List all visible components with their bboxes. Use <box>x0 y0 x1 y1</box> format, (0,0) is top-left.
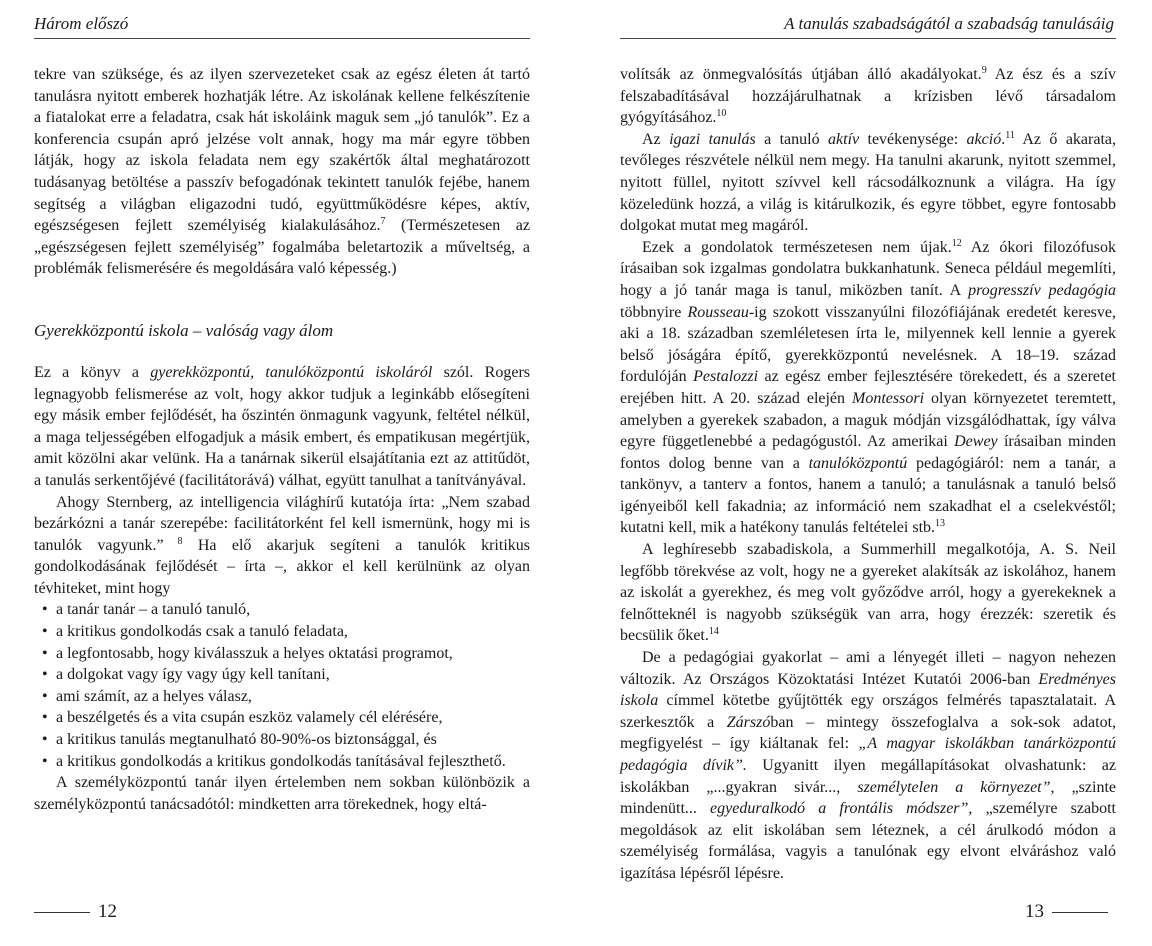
emphasis-text: gyerekközpontú, tanulóközpontú iskoláról <box>150 363 433 381</box>
text-run: Az ész és a szív felszabadításával hozzájárulhatnak a krízisben lévő társadalom gyógyításához. <box>620 66 1116 127</box>
text-run: . <box>1001 130 1006 148</box>
text-run: , „személyre szabott megoldások az elit iskolában sem léteznek, a cél árulkodó módon a személyiség formálása, vagyis a tanulónak egy elvont elváráshoz való igazítása lépésről lépésre. <box>620 800 1116 882</box>
list-item: • a kritikus gondolkodás a kritikus gondolkodás tanításával fejleszthető. <box>34 751 530 773</box>
list-item: • a tanár tanár – a tanuló tanuló, <box>34 599 530 621</box>
footnote-marker: 7 <box>380 216 386 228</box>
folio-rule <box>1052 912 1108 913</box>
text-run: az egész ember fejlesztésére törekedett, és a szeretet erejében hitt. A 20. század elején <box>620 368 1117 407</box>
header-rule-left <box>34 38 530 39</box>
page-number-left <box>34 900 117 924</box>
text-run: Ugyanitt ilyen megállapításokat olvashatunk: az iskolákban „...gyakran sivár..., <box>620 757 1116 796</box>
paragraph <box>34 362 530 492</box>
text-run: , „szinte mindenütt... <box>620 778 1116 818</box>
footnote-marker: 12 <box>951 237 962 249</box>
paragraph <box>620 129 1116 237</box>
paragraph <box>34 64 530 280</box>
left-text-block <box>34 64 530 815</box>
footnote-marker: 10 <box>716 108 727 120</box>
emphasis-text: „A magyar iskolákban tanárközpontú pedagógia dívik”. <box>620 735 1117 774</box>
footnote-marker: 14 <box>708 626 719 638</box>
footnote-marker: 9 <box>981 65 987 76</box>
text-run: szól. Rogers legnagyobb felismerése az volt, hogy akkor tudjuk a leginkább elősegíteni egy másik ember fejlődését, ha őszintén önmagunk vagyunk, feltétel nélkül, a maga teljességében elfogadjuk a másik embert, és empatikusan megértjük, amit közölni akar velünk. Ha a tanárnak sikerül elsajátítania ezt az attitűdöt, a tanulás serkentőjévé (facilitátorává) válhat, együtt tanulhat a tanítványával. <box>34 363 530 489</box>
text-run: Ez a könyv a <box>34 363 151 381</box>
list-item: • a dolgokat vagy így vagy úgy kell tanítani, <box>34 664 530 686</box>
emphasis-text: Zárszó <box>726 713 771 731</box>
text-run: Ahogy Sternberg, az intelligencia világhírű kutatója írta: „Nem szabad bezárkózni a tanár szerepébe: facilitátorként fel kell ismernünk, hogy mi is tanulók vagyunk.” <box>34 493 530 554</box>
paragraph <box>620 539 1116 647</box>
text-run: Az <box>642 130 670 148</box>
text-run: a tanuló <box>755 130 829 148</box>
emphasis-text: Rousseau <box>687 303 749 321</box>
list-item: • a kritikus tanulás megtanulható 80-90%-os biztonsággal, és <box>34 729 530 751</box>
page-number-text: 13 <box>1025 901 1044 922</box>
text-run: A leghíresebb szabadiskola, a Summerhill megalkotója, A. S. Neil legfőbb törekvése az volt, hogy ne a gyereket alakítsák az iskolához, hanem az iskolát a gyerekhez, és meg volt győződve arról, hogy a gyerekeknek a felnőtteknél is nagyobb szükségük van arra, hogy érezzék: szeretik és becsülik őket. <box>620 541 1116 645</box>
paragraph <box>34 492 530 600</box>
text-run: Az ő akarata, tevőleges részvétele nélkül nem megy. Ha tanulni akarunk, nyitott szemmel, nyitott füllel, nyitott szívvel kell rácsodálkoznunk a világra. Ha így közeledünk hozzá, a világ is kitárulkozik, és egyre többet, egyre fontosabb dolgokat mutat meg magáról. <box>620 130 1117 235</box>
bullet-list <box>34 599 530 772</box>
text-run: -ig szokott visszanyúlni filozófiájának eredetét keresve, aki a 18. században szemléletesen írta le, milyennek kell lennie a gyerek belső jóságára építő, gyerekközpontú nevelésnek. A 18–19. század fordulóján <box>620 303 1116 386</box>
footnote-marker: 13 <box>935 518 946 530</box>
list-item: • a legfontosabb, hogy kiválasszuk a helyes oktatási programot, <box>34 643 530 665</box>
folio-rule <box>34 912 90 913</box>
text-run: többnyire <box>620 303 688 321</box>
text-run: pedagógiáról: nem a tanár, a tankönyv, a tanterv a fontos, hanem a tanuló; a tanulásnak a tanuló belső igényeiből kell fakadnia; az információ nem szakadhat el a cselekvéstől; kutatni kell, mik a hatékony tanulás feltételei stb. <box>620 454 1116 537</box>
emphasis-text: Eredményes iskola <box>620 670 1116 710</box>
text-run: tekre van szüksége, és az ilyen szervezeteket csak az egész életen át tartó tanulásra nyitott emberek hozhatják létre. Az iskolának kellene felkészítenie a fiatalokat erre a feladatra, csak hát iskoláink maguk sem „jó tanulók”. Ez a konferencia csupán apró jelzése volt annak, hogy ma már egyre többen látják, hogy az iskola feladata nem egy szakértők által meghatározott tudásanyag betöltése a passzív befogadónak tekintett tanulók fejébe, hanem segítség a világban eligazodni tudó, együttműködésre képes, aktív, egészségesen fejlett személyiség kialakulásához. <box>34 66 530 235</box>
text-run: De a pedagógiai gyakorlat – ami a lényegét illeti – nagyon nehezen változik. Az Országos Közoktatási Intézet Kutatói 2006-ban <box>620 649 1116 688</box>
text-run: (Természetesen az „egészségesen fejlett személyiség” fogalmába beletartozik a műveltség, a problémák felismerésére és megoldására való képesség.) <box>34 217 530 278</box>
text-run: Ha elő akarjuk segíteni a tanulók kritikus gondolkodásának fejlődését – írta –, akkor el kell kerülnünk az olyan tévhiteket, mint hogy <box>34 536 530 597</box>
paragraph <box>620 647 1116 885</box>
footnote-marker: 8 <box>163 535 183 547</box>
text-run: volítsák az önmegvalósítás útjában álló akadályokat. <box>620 66 982 83</box>
footnote-marker: 11 <box>1005 129 1015 141</box>
running-head-right: A tanulás szabadságától a szabadság tanulásáig <box>784 14 1114 33</box>
emphasis-text: Dewey <box>954 433 998 451</box>
paragraph <box>620 64 1116 129</box>
emphasis-text: igazi tanulás <box>669 130 756 148</box>
page-number-right <box>1025 900 1108 924</box>
text-run: Ezek a gondolatok természetesen nem újak. <box>642 238 952 256</box>
text-run: Az ókori filozófusok írásaiban sok izgalmas gondolatra bukkanhatunk. Seneca például megemlíti, hogy a jó tanár maga is tanul, miközben tanít. A <box>620 238 1117 299</box>
text-run: tevékenysége: <box>859 130 967 148</box>
text-run: ban – mintegy összefoglalva a sok-sok adatot, megfigyelést – így kiáltanak fel: <box>620 713 1117 753</box>
right-text-block <box>620 64 1116 885</box>
emphasis-text: egyeduralkodó a frontális módszer” <box>710 800 969 818</box>
emphasis-text: aktív <box>828 130 860 148</box>
emphasis-text: tanulóközpontú <box>808 454 908 472</box>
text-run: olyan környezetet teremtett, amelyben a gyerekek szabadon, a maguk módján vizsgálódhattak, így válva egyre függetlenebbé a pedagógustól. Az amerikai <box>620 389 1117 451</box>
paragraph <box>34 772 530 815</box>
emphasis-text: Pestalozzi <box>693 368 759 386</box>
page-number-text: 12 <box>98 901 117 922</box>
text-run: írásaiban minden fontos dolog benne van a <box>620 433 1116 472</box>
right-page <box>576 0 1152 946</box>
emphasis-text: személytelen a környezet” <box>857 778 1051 796</box>
emphasis-text: Montessori <box>852 389 925 407</box>
list-item: • ami számít, az a helyes válasz, <box>34 686 530 708</box>
running-head-left: Három előszó <box>34 14 129 33</box>
emphasis-text: progresszív pedagógia <box>968 281 1117 299</box>
list-item: • a beszélgetés és a vita csupán eszköz valamely cél elérésére, <box>34 707 530 729</box>
text-run: címmel kötetbe gyűjtötték egy országos felmérés tapasztalatait. A szerkesztők a <box>620 692 1116 731</box>
section-heading: Gyerekközpontú iskola – valóság vagy álom <box>34 320 334 340</box>
list-item: • a kritikus gondolkodás csak a tanuló feladata, <box>34 621 530 643</box>
paragraph <box>620 237 1116 539</box>
text-run: A személyközpontú tanár ilyen értelemben nem sokban különbözik a személyközpontú tanácsadótól: mindketten arra törekednek, hogy eltá- <box>34 774 530 813</box>
emphasis-text: akció <box>966 130 1002 148</box>
header-rule-right <box>620 38 1116 39</box>
